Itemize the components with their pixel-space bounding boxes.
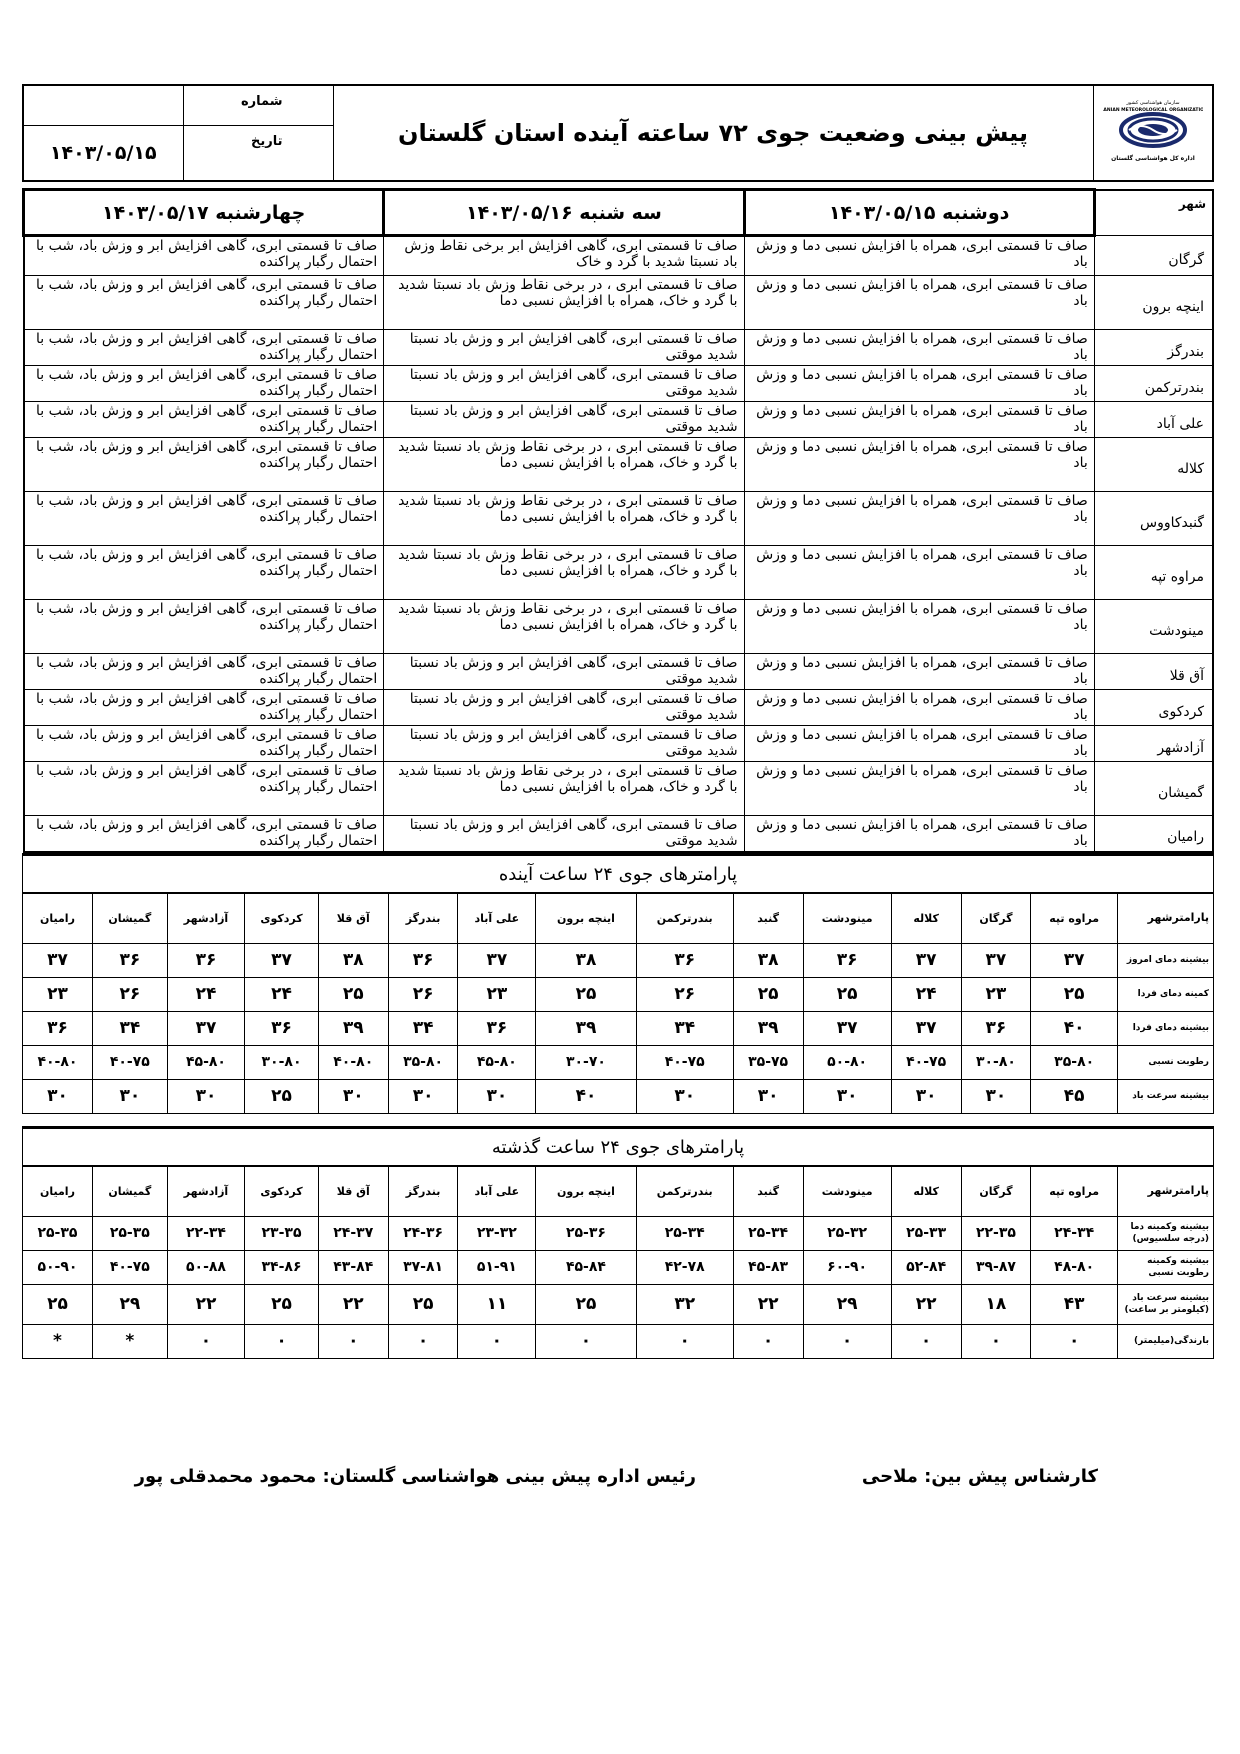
params-value-cell: ۳۰ — [167, 1079, 244, 1113]
params-value-cell: ۳۵-۸۰ — [1031, 1045, 1118, 1079]
params-city-header: گنبد — [733, 1166, 803, 1216]
params-value-cell: ۴۰-۷۵ — [92, 1045, 167, 1079]
params-value-cell: ۳۷ — [961, 943, 1031, 977]
params-value-cell: ۳۵-۸۰ — [388, 1045, 458, 1079]
params-header-row — [23, 893, 1214, 943]
page-title: پیش بینی وضعیت جوی ۷۲ ساعته آینده استان گلستان — [333, 85, 1093, 181]
past-24h-title: پارامترهای جوی ۲۴ ساعت گذشته — [22, 1126, 1214, 1166]
day1-cell: صاف تا قسمتی ابری، همراه با افزایش نسبی دما و وزش باد — [744, 690, 1094, 726]
params-value-cell: ۲۵-۳۳ — [891, 1216, 961, 1250]
params-value-cell: ۳۰ — [92, 1079, 167, 1113]
day3-cell: صاف تا قسمتی ابری، گاهی افزایش ابر و وزش باد، شب با احتمال رگبار پراکنده — [24, 546, 384, 600]
params-value-cell: ۲۵-۳۲ — [803, 1216, 891, 1250]
params-value-cell: ۳۰-۸۰ — [245, 1045, 319, 1079]
params-value-cell: * — [92, 1324, 167, 1358]
params-value-cell: ۳۶ — [458, 1011, 536, 1045]
number-value — [23, 85, 183, 125]
forecast-row — [24, 366, 1214, 402]
params-value-cell: ۳۶ — [961, 1011, 1031, 1045]
params-row-label: بیشینه وکمینه رطوبت نسبی — [1118, 1250, 1214, 1284]
params-value-cell: ۲۳ — [458, 977, 536, 1011]
params-value-cell: ۲۵-۳۵ — [23, 1216, 93, 1250]
params-value-cell: ۳۹ — [536, 1011, 637, 1045]
params-row-label: بیشینه دمای فردا — [1118, 1011, 1214, 1045]
params-value-cell: ۳۰ — [318, 1079, 388, 1113]
params-value-cell: ۴۸-۸۰ — [1031, 1250, 1118, 1284]
day3-header: چهارشنبه ۱۴۰۳/۰۵/۱۷ — [24, 190, 384, 236]
bulletin-page — [22, 84, 1214, 1359]
params-value-cell: ۲۴ — [891, 977, 961, 1011]
params-row — [23, 1324, 1214, 1358]
params-value-cell: ۳۰ — [961, 1079, 1031, 1113]
params-city-header: گمیشان — [92, 893, 167, 943]
params-value-cell: ۲۶ — [388, 977, 458, 1011]
city-column-header: شهر — [1094, 190, 1213, 236]
day1-cell: صاف تا قسمتی ابری، همراه با افزایش نسبی دما و وزش باد — [744, 762, 1094, 816]
city-cell: گنبدکاووس — [1094, 492, 1213, 546]
params-city-header: مراوه تپه — [1031, 1166, 1118, 1216]
params-value-cell: ۲۴-۳۷ — [318, 1216, 388, 1250]
day3-cell: صاف تا قسمتی ابری، گاهی افزایش ابر و وزش باد، شب با احتمال رگبار پراکنده — [24, 600, 384, 654]
day2-cell: صاف تا قسمتی ابری ، در برخی نقاط وزش باد نسبتا شدید با گرد و خاک، همراه با افزایش نسبی دما — [384, 762, 744, 816]
params-value-cell: ۲۵ — [388, 1284, 458, 1324]
params-city-header: مراوه تپه — [1031, 893, 1118, 943]
day1-header: دوشنبه ۱۴۰۳/۰۵/۱۵ — [744, 190, 1094, 236]
day2-cell: صاف تا قسمتی ابری ، در برخی نقاط وزش باد نسبتا شدید با گرد و خاک، همراه با افزایش نسبی دما — [384, 546, 744, 600]
params-value-cell: ۰ — [891, 1324, 961, 1358]
params-value-cell: ۲۳ — [23, 977, 93, 1011]
params-value-cell: ۳۷ — [1031, 943, 1118, 977]
params-city-header: رامیان — [23, 893, 93, 943]
day1-cell: صاف تا قسمتی ابری، همراه با افزایش نسبی دما و وزش باد — [744, 654, 1094, 690]
forecaster-signature: کارشناس پیش بین: ملاحی — [861, 1466, 1098, 1487]
forecast-row — [24, 492, 1214, 546]
params-city-header: کلاله — [891, 1166, 961, 1216]
day2-cell: صاف تا قسمتی ابری، گاهی افزایش ابر و وزش باد نسبتا شدید موقتی — [384, 690, 744, 726]
params-city-header: آق قلا — [318, 893, 388, 943]
day3-cell: صاف تا قسمتی ابری، گاهی افزایش ابر و وزش باد، شب با احتمال رگبار پراکنده — [24, 330, 384, 366]
city-cell: مینودشت — [1094, 600, 1213, 654]
forecast-row — [24, 330, 1214, 366]
params-value-cell: ۵۲-۸۴ — [891, 1250, 961, 1284]
day1-cell: صاف تا قسمتی ابری، همراه با افزایش نسبی دما و وزش باد — [744, 600, 1094, 654]
params-value-cell: ۳۸ — [733, 943, 803, 977]
forecast-row — [24, 762, 1214, 816]
params-value-cell: ۴۲-۷۸ — [636, 1250, 733, 1284]
forecast-row — [24, 402, 1214, 438]
params-value-cell: ۵۰-۸۰ — [803, 1045, 891, 1079]
day1-cell: صاف تا قسمتی ابری، همراه با افزایش نسبی دما و وزش باد — [744, 236, 1094, 276]
params-city-header: کردکوی — [245, 1166, 319, 1216]
day1-cell: صاف تا قسمتی ابری، همراه با افزایش نسبی دما و وزش باد — [744, 546, 1094, 600]
params-city-header: مینودشت — [803, 1166, 891, 1216]
params-city-header: گمیشان — [92, 1166, 167, 1216]
params-value-cell: ۶۰-۹۰ — [803, 1250, 891, 1284]
params-city-header: کردکوی — [245, 893, 319, 943]
params-value-cell: ۳۰ — [23, 1079, 93, 1113]
params-value-cell: * — [23, 1324, 93, 1358]
day1-cell: صاف تا قسمتی ابری، همراه با افزایش نسبی دما و وزش باد — [744, 276, 1094, 330]
params-value-cell: ۲۲ — [318, 1284, 388, 1324]
params-city-header: کلاله — [891, 893, 961, 943]
org-logo — [1093, 85, 1213, 181]
city-cell: گمیشان — [1094, 762, 1213, 816]
params-value-cell: ۰ — [1031, 1324, 1118, 1358]
params-value-cell: ۲۵-۳۴ — [636, 1216, 733, 1250]
params-value-cell: ۳۷-۸۱ — [388, 1250, 458, 1284]
params-value-cell: ۳۰ — [636, 1079, 733, 1113]
params-value-cell: ۴۵ — [1031, 1079, 1118, 1113]
params-value-cell: ۳۷ — [891, 1011, 961, 1045]
params-corner-header: پارامترشهر — [1118, 893, 1214, 943]
params-city-header: گنبد — [733, 893, 803, 943]
city-cell: بندرترکمن — [1094, 366, 1213, 402]
params-value-cell: ۲۳-۳۲ — [458, 1216, 536, 1250]
params-value-cell: ۴۳ — [1031, 1284, 1118, 1324]
day2-cell: صاف تا قسمتی ابری، گاهی افزایش ابر برخی نقاط وزش باد نسبتا شدید با گرد و خاک — [384, 236, 744, 276]
params-value-cell: ۲۴-۳۴ — [1031, 1216, 1118, 1250]
day1-cell: صاف تا قسمتی ابری، همراه با افزایش نسبی دما و وزش باد — [744, 816, 1094, 852]
params-value-cell: ۳۷ — [803, 1011, 891, 1045]
params-value-cell: ۲۵ — [803, 977, 891, 1011]
city-cell: کلاله — [1094, 438, 1213, 492]
next-24h-params-table — [22, 893, 1214, 1114]
params-value-cell: ۳۶ — [388, 943, 458, 977]
params-value-cell: ۳۶ — [23, 1011, 93, 1045]
params-city-header: اینچه برون — [536, 1166, 637, 1216]
params-value-cell: ۳۸ — [318, 943, 388, 977]
params-value-cell: ۲۲-۳۵ — [961, 1216, 1031, 1250]
params-value-cell: ۳۹-۸۷ — [961, 1250, 1031, 1284]
params-value-cell: ۲۴-۳۶ — [388, 1216, 458, 1250]
forecast-row — [24, 546, 1214, 600]
params-value-cell: ۰ — [536, 1324, 637, 1358]
params-value-cell: ۲۵ — [245, 1284, 319, 1324]
params-row — [23, 1250, 1214, 1284]
params-value-cell: ۳۵-۷۵ — [733, 1045, 803, 1079]
params-value-cell: ۳۶ — [92, 943, 167, 977]
params-row — [23, 943, 1214, 977]
params-row-label: بیشینه سرعت باد — [1118, 1079, 1214, 1113]
params-value-cell: ۴۰-۷۵ — [636, 1045, 733, 1079]
params-value-cell: ۲۲-۳۴ — [167, 1216, 244, 1250]
day3-cell: صاف تا قسمتی ابری، گاهی افزایش ابر و وزش باد، شب با احتمال رگبار پراکنده — [24, 366, 384, 402]
params-value-cell: ۲۵-۳۴ — [733, 1216, 803, 1250]
params-value-cell: ۳۲ — [636, 1284, 733, 1324]
params-value-cell: ۴۳-۸۴ — [318, 1250, 388, 1284]
params-city-header: گرگان — [961, 1166, 1031, 1216]
params-value-cell: ۴۰ — [1031, 1011, 1118, 1045]
params-value-cell: ۵۱-۹۱ — [458, 1250, 536, 1284]
params-value-cell: ۳۴ — [92, 1011, 167, 1045]
params-value-cell: ۳۰ — [388, 1079, 458, 1113]
params-value-cell: ۴۰-۷۵ — [891, 1045, 961, 1079]
params-value-cell: ۴۰-۸۰ — [23, 1045, 93, 1079]
params-value-cell: ۲۵-۳۵ — [92, 1216, 167, 1250]
logo-text-fa: سازمان هواشناسی کشور — [1126, 100, 1180, 106]
params-value-cell: ۴۵-۸۴ — [536, 1250, 637, 1284]
next-24h-title: پارامترهای جوی ۲۴ ساعت آینده — [22, 853, 1214, 893]
params-value-cell: ۰ — [636, 1324, 733, 1358]
params-header-row — [23, 1166, 1214, 1216]
city-cell: گرگان — [1094, 236, 1213, 276]
params-value-cell: ۳۷ — [167, 1011, 244, 1045]
day2-header: سه شنبه ۱۴۰۳/۰۵/۱۶ — [384, 190, 744, 236]
params-city-header: بندرترکمن — [636, 1166, 733, 1216]
day1-cell: صاف تا قسمتی ابری، همراه با افزایش نسبی دما و وزش باد — [744, 366, 1094, 402]
params-value-cell: ۳۶ — [803, 943, 891, 977]
params-row — [23, 1284, 1214, 1324]
number-label: شماره — [183, 85, 333, 125]
day2-cell: صاف تا قسمتی ابری، گاهی افزایش ابر و وزش باد نسبتا شدید موقتی — [384, 366, 744, 402]
day1-cell: صاف تا قسمتی ابری، همراه با افزایش نسبی دما و وزش باد — [744, 330, 1094, 366]
params-value-cell: ۲۵ — [245, 1079, 319, 1113]
params-value-cell: ۴۰-۷۵ — [92, 1250, 167, 1284]
day2-cell: صاف تا قسمتی ابری، گاهی افزایش ابر و وزش باد نسبتا شدید موقتی — [384, 816, 744, 852]
params-value-cell: ۲۳ — [961, 977, 1031, 1011]
params-city-header: علی آباد — [458, 893, 536, 943]
params-row-label: بیشینه دمای امروز — [1118, 943, 1214, 977]
params-value-cell: ۲۵-۳۶ — [536, 1216, 637, 1250]
day2-cell: صاف تا قسمتی ابری ، در برخی نقاط وزش باد نسبتا شدید با گرد و خاک، همراه با افزایش نسبی دما — [384, 438, 744, 492]
params-row-label: رطوبت نسبی — [1118, 1045, 1214, 1079]
city-cell: کردکوی — [1094, 690, 1213, 726]
params-value-cell: ۲۵ — [318, 977, 388, 1011]
city-cell: بندرگز — [1094, 330, 1213, 366]
params-value-cell: ۳۰ — [458, 1079, 536, 1113]
params-value-cell: ۴۵-۸۳ — [733, 1250, 803, 1284]
params-value-cell: ۰ — [803, 1324, 891, 1358]
day1-cell: صاف تا قسمتی ابری، همراه با افزایش نسبی دما و وزش باد — [744, 726, 1094, 762]
params-row — [23, 1216, 1214, 1250]
params-city-header: بندرترکمن — [636, 893, 733, 943]
meteorological-logo-icon — [1103, 94, 1203, 168]
params-value-cell: ۲۹ — [803, 1284, 891, 1324]
day1-cell: صاف تا قسمتی ابری، همراه با افزایش نسبی دما و وزش باد — [744, 402, 1094, 438]
day3-cell: صاف تا قسمتی ابری، گاهی افزایش ابر و وزش باد، شب با احتمال رگبار پراکنده — [24, 816, 384, 852]
params-value-cell: ۳۹ — [733, 1011, 803, 1045]
day2-cell: صاف تا قسمتی ابری، گاهی افزایش ابر و وزش باد نسبتا شدید موقتی — [384, 330, 744, 366]
params-value-cell: ۳۷ — [23, 943, 93, 977]
day3-cell: صاف تا قسمتی ابری، گاهی افزایش ابر و وزش باد، شب با احتمال رگبار پراکنده — [24, 492, 384, 546]
params-value-cell: ۰ — [733, 1324, 803, 1358]
params-city-header: بندرگز — [388, 893, 458, 943]
forecast-row — [24, 690, 1214, 726]
date-value: ۱۴۰۳/۰۵/۱۵ — [23, 125, 183, 181]
logo-text-en: IRANIAN METEOROLOGICAL ORGANIZATION — [1102, 108, 1203, 113]
day3-cell: صاف تا قسمتی ابری، گاهی افزایش ابر و وزش باد، شب با احتمال رگبار پراکنده — [24, 726, 384, 762]
params-city-header: بندرگز — [388, 1166, 458, 1216]
params-value-cell: ۱۸ — [961, 1284, 1031, 1324]
forecast-body — [24, 236, 1214, 852]
params-row-label: بارندگی(میلیمتر) — [1118, 1324, 1214, 1358]
params-value-cell: ۳۶ — [167, 943, 244, 977]
params-value-cell: ۲۶ — [636, 977, 733, 1011]
forecast-table — [22, 188, 1214, 853]
day2-cell: صاف تا قسمتی ابری، گاهی افزایش ابر و وزش باد نسبتا شدید موقتی — [384, 402, 744, 438]
day3-cell: صاف تا قسمتی ابری، گاهی افزایش ابر و وزش باد، شب با احتمال رگبار پراکنده — [24, 654, 384, 690]
forecast-row — [24, 816, 1214, 852]
params-value-cell: ۳۷ — [245, 943, 319, 977]
params-city-header: اینچه برون — [536, 893, 637, 943]
params-value-cell: ۳۶ — [636, 943, 733, 977]
params-city-header: آق قلا — [318, 1166, 388, 1216]
params-value-cell: ۲۳-۳۵ — [245, 1216, 319, 1250]
params-city-header: مینودشت — [803, 893, 891, 943]
city-cell: اینچه برون — [1094, 276, 1213, 330]
day3-cell: صاف تا قسمتی ابری، گاهی افزایش ابر و وزش باد، شب با احتمال رگبار پراکنده — [24, 402, 384, 438]
params-row-label: بیشینه سرعت باد (کیلومتر بر ساعت) — [1118, 1284, 1214, 1324]
params-row — [23, 977, 1214, 1011]
params-city-header: رامیان — [23, 1166, 93, 1216]
params-value-cell: ۲۲ — [167, 1284, 244, 1324]
params-value-cell: ۳۰ — [891, 1079, 961, 1113]
params-value-cell: ۴۵-۸۰ — [458, 1045, 536, 1079]
header-table — [22, 84, 1214, 182]
params-value-cell: ۲۴ — [167, 977, 244, 1011]
params-value-cell: ۳۴-۸۶ — [245, 1250, 319, 1284]
params-row — [23, 1079, 1214, 1113]
day2-cell: صاف تا قسمتی ابری ، در برخی نقاط وزش باد نسبتا شدید با گرد و خاک، همراه با افزایش نسبی دما — [384, 276, 744, 330]
logo-text-org: اداره کل هواشناسی گلستان — [1110, 155, 1195, 162]
params-value-cell: ۲۹ — [92, 1284, 167, 1324]
day3-cell: صاف تا قسمتی ابری، گاهی افزایش ابر و وزش باد، شب با احتمال رگبار پراکنده — [24, 276, 384, 330]
params-value-cell: ۲۵ — [536, 977, 637, 1011]
params-value-cell: ۳۸ — [536, 943, 637, 977]
params-value-cell: ۵۰-۹۰ — [23, 1250, 93, 1284]
day1-cell: صاف تا قسمتی ابری، همراه با افزایش نسبی دما و وزش باد — [744, 438, 1094, 492]
params-value-cell: ۲۲ — [733, 1284, 803, 1324]
forecast-row — [24, 654, 1214, 690]
params-value-cell: ۳۷ — [891, 943, 961, 977]
params-value-cell: ۲۲ — [891, 1284, 961, 1324]
city-cell: رامیان — [1094, 816, 1213, 852]
city-cell: علی آباد — [1094, 402, 1213, 438]
params-row — [23, 1045, 1214, 1079]
params-value-cell: ۲۵ — [733, 977, 803, 1011]
params-value-cell: ۱۱ — [458, 1284, 536, 1324]
params-value-cell: ۳۰-۷۰ — [536, 1045, 637, 1079]
params-row-label: بیشینه وکمینه دما (درجه سلسیوس) — [1118, 1216, 1214, 1250]
params-row-label: کمینه دمای فردا — [1118, 977, 1214, 1011]
params-city-header: آزادشهر — [167, 893, 244, 943]
forecast-row — [24, 600, 1214, 654]
day3-cell: صاف تا قسمتی ابری، گاهی افزایش ابر و وزش باد، شب با احتمال رگبار پراکنده — [24, 762, 384, 816]
params-value-cell: ۰ — [245, 1324, 319, 1358]
params-value-cell: ۴۰-۸۰ — [318, 1045, 388, 1079]
date-label: تاریخ — [183, 125, 333, 181]
day2-cell: صاف تا قسمتی ابری، گاهی افزایش ابر و وزش باد نسبتا شدید موقتی — [384, 726, 744, 762]
params-row — [23, 1011, 1214, 1045]
params-value-cell: ۳۰-۸۰ — [961, 1045, 1031, 1079]
chief-signature: رئیس اداره پیش بینی هواشناسی گلستان: محمود محمدقلی پور — [134, 1466, 696, 1487]
day2-cell: صاف تا قسمتی ابری، گاهی افزایش ابر و وزش باد نسبتا شدید موقتی — [384, 654, 744, 690]
params-value-cell: ۰ — [167, 1324, 244, 1358]
params-value-cell: ۴۰ — [536, 1079, 637, 1113]
city-cell: آق قلا — [1094, 654, 1213, 690]
params-value-cell: ۲۵ — [1031, 977, 1118, 1011]
forecast-row — [24, 276, 1214, 330]
params-city-header: آزادشهر — [167, 1166, 244, 1216]
params-value-cell: ۴۵-۸۰ — [167, 1045, 244, 1079]
forecast-row — [24, 236, 1214, 276]
params-value-cell: ۰ — [961, 1324, 1031, 1358]
params-value-cell: ۲۶ — [92, 977, 167, 1011]
day2-cell: صاف تا قسمتی ابری ، در برخی نقاط وزش باد نسبتا شدید با گرد و خاک، همراه با افزایش نسبی دما — [384, 600, 744, 654]
city-cell: مراوه تپه — [1094, 546, 1213, 600]
forecast-row — [24, 438, 1214, 492]
params-value-cell: ۳۴ — [388, 1011, 458, 1045]
params-value-cell: ۰ — [388, 1324, 458, 1358]
params-value-cell: ۲۵ — [536, 1284, 637, 1324]
day3-cell: صاف تا قسمتی ابری، گاهی افزایش ابر و وزش باد، شب با احتمال رگبار پراکنده — [24, 690, 384, 726]
params-value-cell: ۲۵ — [23, 1284, 93, 1324]
params-value-cell: ۰ — [458, 1324, 536, 1358]
params-value-cell: ۳۹ — [318, 1011, 388, 1045]
params-value-cell: ۳۴ — [636, 1011, 733, 1045]
params-value-cell: ۳۰ — [733, 1079, 803, 1113]
params-city-header: گرگان — [961, 893, 1031, 943]
params-city-header: علی آباد — [458, 1166, 536, 1216]
params-corner-header: پارامترشهر — [1118, 1166, 1214, 1216]
params-value-cell: ۲۴ — [245, 977, 319, 1011]
forecast-row — [24, 726, 1214, 762]
day1-cell: صاف تا قسمتی ابری، همراه با افزایش نسبی دما و وزش باد — [744, 492, 1094, 546]
params-value-cell: ۰ — [318, 1324, 388, 1358]
params-value-cell: ۳۷ — [458, 943, 536, 977]
past-24h-params-table — [22, 1166, 1214, 1359]
day3-cell: صاف تا قسمتی ابری، گاهی افزایش ابر و وزش باد، شب با احتمال رگبار پراکنده — [24, 236, 384, 276]
params-value-cell: ۵۰-۸۸ — [167, 1250, 244, 1284]
day2-cell: صاف تا قسمتی ابری ، در برخی نقاط وزش باد نسبتا شدید با گرد و خاک، همراه با افزایش نسبی دما — [384, 492, 744, 546]
day3-cell: صاف تا قسمتی ابری، گاهی افزایش ابر و وزش باد، شب با احتمال رگبار پراکنده — [24, 438, 384, 492]
footer — [22, 1460, 1214, 1500]
params-value-cell: ۳۶ — [245, 1011, 319, 1045]
params-value-cell: ۳۰ — [803, 1079, 891, 1113]
city-cell: آزادشهر — [1094, 726, 1213, 762]
